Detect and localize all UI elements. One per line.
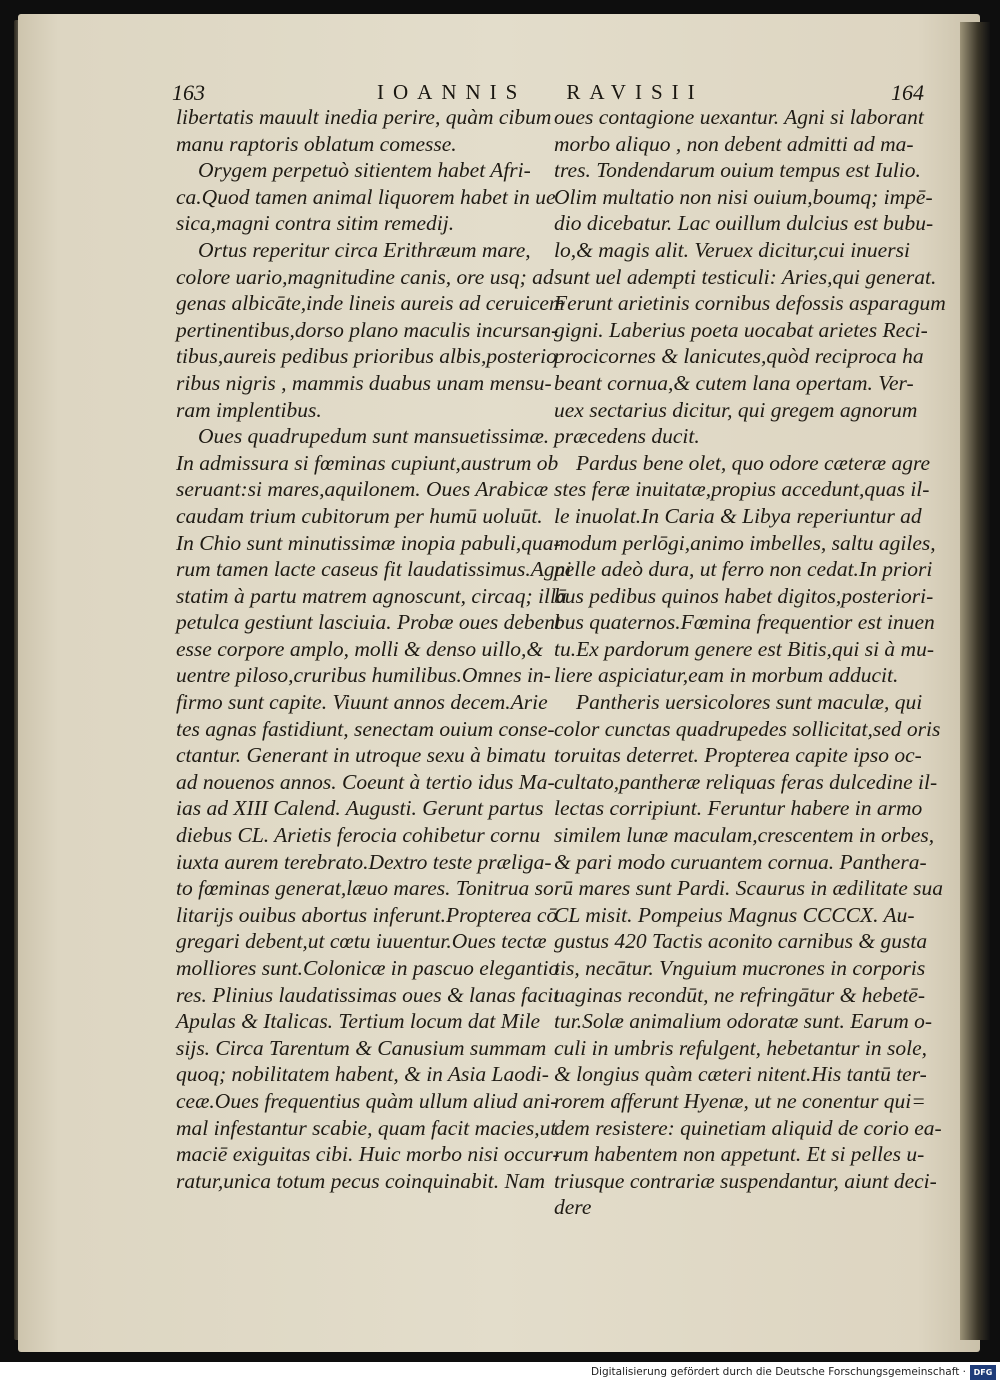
right-text-column	[554, 104, 946, 1221]
text-line: ctantur. Generant in utroque sexu à bimatu	[176, 743, 547, 768]
text-line: bus quaternos.Fœmina frequentior est inuen	[554, 610, 935, 635]
running-title-name: RAVISII	[566, 80, 704, 104]
text-line: petulca gestiunt lasciuia. Probæ oues debent	[176, 610, 561, 635]
text-line: ca.Quod tamen animal liquorem habet in ue	[176, 184, 556, 209]
text-line: ribus nigris , mammis duabus unam mensu-	[176, 370, 552, 395]
text-line: triusque contrariæ suspendantur, aiunt deci-	[554, 1168, 937, 1193]
text-line: caudam trium cubitorum per humū uoluūt.	[176, 503, 543, 528]
text-line: morbo aliquo , non debent admitti ad ma-	[554, 131, 914, 156]
text-line: libertatis mauult inedia perire, quàm cibum	[176, 105, 552, 129]
text-line: genas albicāte,inde lineis aureis ad ceruicem	[176, 291, 565, 316]
text-line: dem resistere: quinetiam aliquid de corio ea-	[554, 1115, 942, 1140]
text-line: gregari debent,ut cœtu iuuentur.Oues tectæ	[176, 929, 547, 954]
text-line: to fœminas generat,læuo mares. Tonitrua so	[176, 876, 554, 901]
text-line: res. Plinius laudatissimas oues & lanas facit	[176, 982, 560, 1007]
text-line: esse corpore amplo, molli & denso uillo,&	[176, 636, 544, 661]
text-line: uex sectarius dicitur, qui gregem agnorum	[554, 397, 918, 422]
text-line: Pardus bene olet, quo odore cæteræ agre	[576, 450, 931, 475]
text-line: sijs. Circa Tarentum & Canusium summam	[176, 1035, 547, 1060]
text-line: Ortus reperitur circa Erithræum mare,	[198, 237, 531, 262]
text-line: stes feræ inuitatæ,propius accedunt,quas il-	[554, 477, 930, 502]
text-line: Apulas & Italicas. Tertium locum dat Mile	[176, 1009, 541, 1034]
text-line: lo,& magis alit. Veruex dicitur,cui inuersi	[554, 237, 910, 262]
text-line: litarijs ouibus abortus inferunt.Propterea cō	[176, 902, 558, 927]
text-line: uentre piloso,cruribus humilibus.Omnes in-	[176, 663, 551, 688]
text-line: ias ad XIII Calend. Augusti. Gerunt partus	[176, 796, 544, 821]
text-line: modum perlōgi,animo imbelles, saltu agiles,	[554, 530, 936, 555]
running-title-author: IOANNIS	[377, 80, 527, 104]
text-line: manu raptoris oblatum comesse.	[176, 131, 457, 156]
text-line: Oues quadrupedum sunt mansuetissimæ.	[198, 424, 550, 449]
text-line: Orygem perpetuò sitientem habet Afri-	[198, 158, 531, 183]
text-line: iuxta aurem terebrato.Dextro teste præliga-	[176, 849, 552, 874]
text-line: toruitas deterret. Propterea capite ipso oc-	[554, 743, 922, 768]
page-number-right: 164	[891, 80, 924, 105]
text-line: cultato,pantheræ reliquas feras dulcedine il-	[554, 769, 938, 794]
text-line: tur.Solæ animalium odoratæ sunt. Earum o-	[554, 1009, 933, 1034]
text-line: mal infestantur scabie, quam facit macies,ut	[176, 1115, 557, 1140]
text-line: tres. Tondendarum ouium tempus est Iulio.	[554, 158, 921, 183]
text-line: culi in umbris refulgent, hebetantur in sole,	[554, 1035, 928, 1060]
funding-credit: Digitalisierung gefördert durch die Deutsche Forschungsgemeinschaft ·	[590, 1366, 966, 1378]
footer-bar	[0, 1362, 1000, 1384]
text-line: color cunctas quadrupedes sollicitat,sed oris	[554, 716, 941, 741]
text-line: rum tamen lacte caseus fit laudatissimus.Agni	[176, 557, 572, 582]
text-line: pertinentibus,dorso plano maculis incursan-	[176, 317, 559, 342]
text-line: gigni. Laberius poeta uocabat arietes Reci-	[554, 317, 928, 342]
left-text-column	[176, 104, 572, 1194]
text-line: gustus 420 Tactis aconito carnibus & gusta	[554, 929, 928, 954]
text-line: tes agnas fastidiunt, senectam ouium conse-	[176, 716, 555, 741]
text-line: pelle adeò dura, ut ferro non cedat.In priori	[554, 557, 933, 582]
text-line: diebus CL. Arietis ferocia cohibetur cornu	[176, 823, 541, 848]
dfg-logo: DFG	[970, 1365, 996, 1380]
text-line: firmo sunt capite. Viuunt annos decem.Arie	[176, 690, 548, 715]
text-line: dio dicebatur. Lac ouillum dulcius est bubu-	[554, 211, 934, 236]
text-line: rum habentem non appetunt. Et si pelles u-	[554, 1142, 925, 1167]
text-line: similem lunæ maculam,crescentem in orbes,	[554, 823, 935, 848]
text-line: In Chio sunt minutissimæ inopia pabuli,qua-	[176, 530, 561, 555]
text-line: ratur,unica totum pecus coinquinabit. Nam	[176, 1168, 546, 1193]
page-edge-shadow	[960, 22, 990, 1340]
running-title	[377, 80, 744, 105]
text-line: statim à partu matrem agnoscunt, circaq; illā	[176, 583, 567, 608]
text-line: rorem afferunt Hyenæ, ut ne conentur qui=	[554, 1088, 926, 1113]
text-line: & longius quàm cæteri nitent.His tantū ter-	[554, 1062, 927, 1087]
text-line: CL misit. Pompeius Magnus CCCCX. Au-	[554, 902, 915, 927]
text-line: & pari modo curuantem cornua. Panthera-	[554, 849, 927, 874]
text-line: seruant:si mares,aquilonem. Oues Arabicæ	[176, 477, 549, 502]
text-line: ad nouenos annos. Coeunt à tertio idus Ma-	[176, 769, 555, 794]
text-line: oues contagione uexantur. Agni si laborant	[554, 105, 924, 129]
text-line: liere aspiciatur,eam in morbum adducit.	[554, 663, 899, 688]
text-line: sica,magni contra sitim remedij.	[176, 211, 455, 236]
text-line: bus pedibus quinos habet digitos,posteriori-	[554, 583, 934, 608]
text-line: tu.Ex pardorum genere est Bitis,qui si à mu-	[554, 636, 934, 661]
text-line: Ferunt arietinis cornibus defossis asparagum	[554, 291, 946, 316]
text-line: Pantheris uersicolores sunt maculæ, qui	[576, 690, 923, 715]
text-line: quoq; nobilitatem habent, & in Asia Laodi-	[176, 1062, 549, 1087]
text-line: ram implentibus.	[176, 397, 322, 422]
text-line: ceæ.Oues frequentius quàm ullum aliud ani-	[176, 1088, 558, 1113]
text-line: molliores sunt.Colonicæ in pascuo elegantio	[176, 956, 560, 980]
text-line: lectas corripiunt. Feruntur habere in armo	[554, 796, 923, 821]
text-line: beant cornua,& cutem lana opertam. Ver-	[554, 370, 914, 395]
text-line: procicornes & lanicutes,quòd reciproca ha	[554, 344, 924, 369]
text-line: tibus,aureis pedibus prioribus albis,posterio	[176, 344, 557, 369]
text-line: tis, necātur. Vnguium mucrones in corporis	[554, 956, 926, 980]
text-line: In admissura si fœminas cupiunt,austrum ob	[176, 450, 559, 475]
text-line: rū mares sunt Pardi. Scaurus in ædilitate sua	[554, 876, 944, 901]
text-line: maciē exiguitas cibi. Huic morbo nisi occur-	[176, 1142, 560, 1167]
text-line: Olim multatio non nisi ouium,boumq; impē-	[554, 184, 933, 209]
text-line: colore uario,magnitudine canis, ore usq; ad	[176, 264, 554, 289]
text-line: uaginas recondūt, ne refringātur & hebetē-	[554, 982, 926, 1007]
text-line: præcedens ducit.	[554, 424, 700, 449]
text-line: le inuolat.In Caria & Libya reperiuntur ad	[554, 503, 922, 528]
page-number-left: 163	[172, 80, 205, 105]
text-line: dere	[554, 1195, 592, 1220]
text-line: sunt uel adempti testiculi: Aries,qui generat.	[554, 264, 937, 289]
